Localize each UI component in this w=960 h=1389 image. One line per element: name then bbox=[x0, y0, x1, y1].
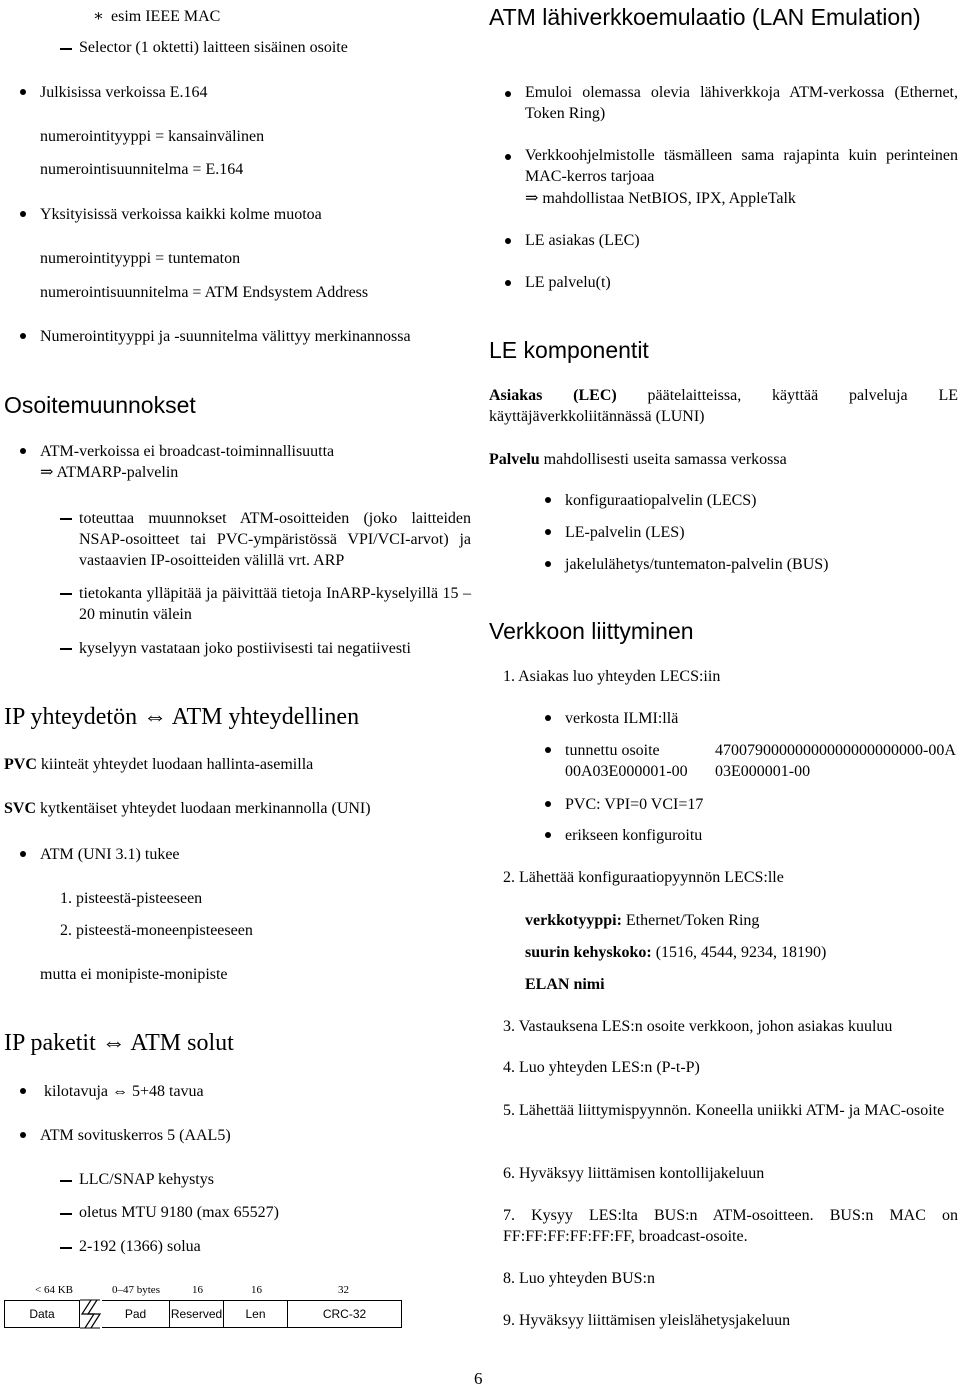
heading-le-komponentit: LE komponentit bbox=[489, 337, 649, 363]
page-number: 6 bbox=[474, 1369, 483, 1388]
text-asiakas: päätelaitteissa, käyttää palveluja LE käyttäjäverkkoliitännässä (LUNI) bbox=[489, 387, 958, 425]
text-les: LE-palvelin (LES) bbox=[565, 524, 685, 541]
text-atmarp: ⇒ ATMARP-palvelin bbox=[40, 464, 179, 481]
frame-field-len: Len bbox=[224, 1300, 288, 1328]
dash-bullet-icon bbox=[60, 648, 72, 650]
text-step-8: 8. Luo yhteyden BUS:n bbox=[503, 1270, 655, 1287]
text-known-address-label: tunnettu osoite bbox=[565, 742, 660, 759]
text-lane-interface: Verkkoohjelmistolle täsmälleen sama rajapinta kuin perinteinen MAC-kerros tarjoaa bbox=[525, 147, 958, 185]
bullet-dot-icon bbox=[20, 448, 26, 454]
dash-bullet-icon bbox=[60, 1213, 72, 1215]
label-kehyskoko: suurin kehyskoko: bbox=[525, 944, 652, 961]
text-private-networks: Yksityisissä verkoissa kaikki kolme muotoa bbox=[40, 206, 322, 223]
text-known-address-value-cont: 00A03E000001-00 bbox=[565, 763, 688, 780]
text-atm-uni: ATM (UNI 3.1) tukee bbox=[40, 846, 180, 863]
text-step-7: 7. Kysyy LES:lta BUS:n ATM-osoitteen. BUS:n MAC on FF:FF:FF:FF:FF:FF, broadcast-osoite. bbox=[503, 1207, 958, 1245]
text-step-2: 2. Lähettää konfiguraatiopyynnön LECS:lle bbox=[503, 869, 784, 886]
text-step-4: 4. Luo yhteyden LES:n (P-t-P) bbox=[503, 1059, 700, 1076]
frame-break-icon bbox=[77, 1298, 103, 1330]
frame-size-data: < 64 KB bbox=[35, 1284, 73, 1296]
label-elan-nimi: ELAN nimi bbox=[525, 976, 605, 993]
text-lane-lec: LE asiakas (LEC) bbox=[525, 232, 640, 249]
text-step-3: 3. Vastauksena LES:n osoite verkkoon, johon asiakas kuuluu bbox=[503, 1018, 893, 1035]
text-step-9: 9. Hyväksyy liittämisen yleislähetysjakeluun bbox=[503, 1312, 791, 1329]
heading-ip-paketit: IP paketit ⇔ ATM solut bbox=[4, 1030, 234, 1056]
text-kehyskoko: (1516, 4544, 9234, 18190) bbox=[655, 944, 827, 961]
text-aal5-mtu: oletus MTU 9180 (max 65527) bbox=[79, 1204, 279, 1221]
frame-field-pad: Pad bbox=[102, 1300, 170, 1328]
label-palvelu: Palvelu bbox=[489, 451, 540, 468]
text-bus: jakelulähetys/tuntematon-palvelin (BUS) bbox=[565, 556, 829, 573]
frame-size-len: 16 bbox=[251, 1284, 262, 1296]
text-aal5-llc: LLC/SNAP kehystys bbox=[79, 1171, 214, 1188]
text-configured: erikseen konfiguroitu bbox=[565, 827, 703, 844]
bullet-dot-icon bbox=[545, 561, 551, 567]
text-lane-emulate: Emuloi olemassa olevia lähiverkkoja ATM-verkossa (Ethernet, Token Ring) bbox=[525, 84, 958, 122]
text-step-1: 1. Asiakas luo yhteyden LECS:iin bbox=[503, 668, 721, 685]
text-known-address-value: 47007900000000000000000000-00A03E000001-00 bbox=[715, 742, 956, 780]
bullet-dot-icon bbox=[20, 211, 26, 217]
text-dash-muunnokset: toteuttaa muunnokset ATM-osoitteiden (joko laitteiden NSAP-osoitteet tai PVC-ympäristössä VPI/VCI-arvot) ja vastaavien IP-osoitteiden välillä vrt. ARP bbox=[79, 510, 471, 569]
bullet-dot-icon bbox=[505, 238, 511, 244]
frame-field-data: Data bbox=[4, 1300, 80, 1328]
dash-bullet-icon bbox=[60, 1247, 72, 1249]
text-public-networks: Julkisissa verkoissa E.164 bbox=[40, 84, 208, 101]
text-private-plan: numerointisuunnitelma = ATM Endsystem Address bbox=[40, 284, 369, 301]
frame-field-crc: CRC-32 bbox=[288, 1300, 402, 1328]
bullet-dot-icon bbox=[545, 832, 551, 838]
svc-line bbox=[4, 798, 371, 819]
dash-bullet-icon bbox=[60, 48, 72, 50]
frame-size-crc: 32 bbox=[338, 1284, 349, 1296]
bullet-dot-icon bbox=[20, 1132, 26, 1138]
step2-line-1 bbox=[525, 910, 759, 931]
text-uni-item-1: 1. pisteestä-pisteeseen bbox=[60, 890, 203, 907]
label-svc: SVC bbox=[4, 800, 37, 817]
text-lecs: konfiguraatiopalvelin (LECS) bbox=[565, 492, 757, 509]
label-asiakas: Asiakas (LEC) bbox=[489, 387, 617, 404]
heading-osoitemuunnokset: Osoitemuunnokset bbox=[4, 392, 196, 418]
text-private-type: numerointityyppi = tuntematon bbox=[40, 250, 241, 267]
text-ilmi: verkosta ILMI:llä bbox=[565, 710, 679, 727]
text-broadcast: ATM-verkoissa ei broadcast-toiminnallisuutta bbox=[40, 443, 335, 460]
heading-verkkoon-liittyminen: Verkkoon liittyminen bbox=[489, 618, 694, 644]
text-dash-kysely: kyselyyn vastataan joko postiivisesti tai negatiivesti bbox=[79, 640, 411, 657]
dash-bullet-icon bbox=[60, 518, 72, 520]
bullet-dot-icon bbox=[20, 1088, 26, 1094]
star-bullet-icon: ∗ bbox=[93, 8, 104, 25]
frame-field-reserved: Reserved bbox=[170, 1300, 224, 1328]
heading-lan-emulation: ATM lähiverkkoemulaatio (LAN Emulation) bbox=[489, 4, 921, 30]
bullet-dot-icon bbox=[505, 91, 511, 97]
bullet-dot-icon bbox=[545, 497, 551, 503]
text-selector: Selector (1 oktetti) laitteen sisäinen osoite bbox=[79, 39, 348, 56]
dash-bullet-icon bbox=[60, 1180, 72, 1182]
text-verkkotyyppi: Ethernet/Token Ring bbox=[625, 912, 760, 929]
label-verkkotyyppi: verkkotyyppi: bbox=[525, 912, 622, 929]
text-public-type: numerointityyppi = kansainvälinen bbox=[40, 128, 265, 145]
bullet-dot-icon bbox=[545, 747, 551, 753]
bullet-dot-icon bbox=[545, 529, 551, 535]
text-lane-protocols: ⇒ mahdollistaa NetBIOS, IPX, AppleTalk bbox=[525, 190, 796, 207]
text-lane-services: LE palvelu(t) bbox=[525, 274, 611, 291]
label-pvc: PVC bbox=[4, 756, 37, 773]
text-esim-ieee-mac: esim IEEE MAC bbox=[111, 8, 221, 25]
bullet-dot-icon bbox=[545, 801, 551, 807]
pvc-line bbox=[4, 754, 313, 775]
bullet-dot-icon bbox=[20, 851, 26, 857]
text-step-6: 6. Hyväksyy liittämisen kontollijakeluun bbox=[503, 1165, 765, 1182]
heading-ip-yhteydeton: IP yhteydetön ⇔ ATM yhteydellinen bbox=[4, 704, 360, 730]
asiakas-paragraph bbox=[489, 385, 958, 427]
frame-size-pad: 0–47 bytes bbox=[112, 1284, 160, 1296]
text-step-5: 5. Lähettää liittymispyynnön. Koneella uniikki ATM- ja MAC-osoite bbox=[503, 1102, 945, 1119]
text-uni-item-2: 2. pisteestä-moneenpisteeseen bbox=[60, 922, 253, 939]
dash-bullet-icon bbox=[60, 593, 72, 595]
bullet-dot-icon bbox=[505, 280, 511, 286]
text-signalling: Numerointityyppi ja -suunnitelma välittyy merkinannossa bbox=[40, 328, 411, 345]
text-aal5-cells: 2-192 (1366) solua bbox=[79, 1238, 201, 1255]
text-pvc: kiinteät yhteydet luodaan hallinta-asemilla bbox=[40, 756, 314, 773]
text-palvelu: mahdollisesti useita samassa verkossa bbox=[543, 451, 787, 468]
palvelu-line bbox=[489, 449, 787, 470]
text-uni-note: mutta ei monipiste-monipiste bbox=[40, 966, 228, 983]
bullet-dot-icon bbox=[20, 89, 26, 95]
frame-size-reserved: 16 bbox=[192, 1284, 203, 1296]
bullet-dot-icon bbox=[505, 154, 511, 160]
text-svc: kytkentäiset yhteydet luodaan merkinannolla (UNI) bbox=[40, 800, 371, 817]
text-dash-tietokanta: tietokanta ylläpitää ja päivittää tietoja InARP-kyselyillä 15 – 20 minutin välein bbox=[79, 585, 471, 623]
bullet-dot-icon bbox=[545, 715, 551, 721]
text-kilotavuja: kilotavuja ⇔ 5+48 tavua bbox=[44, 1083, 204, 1100]
text-pvc-vpi: PVC: VPI=0 VCI=17 bbox=[565, 796, 704, 813]
text-public-plan: numerointisuunnitelma = E.164 bbox=[40, 161, 244, 178]
step2-line-2 bbox=[525, 942, 826, 963]
text-aal5: ATM sovituskerros 5 (AAL5) bbox=[40, 1127, 231, 1144]
bullet-dot-icon bbox=[20, 333, 26, 339]
